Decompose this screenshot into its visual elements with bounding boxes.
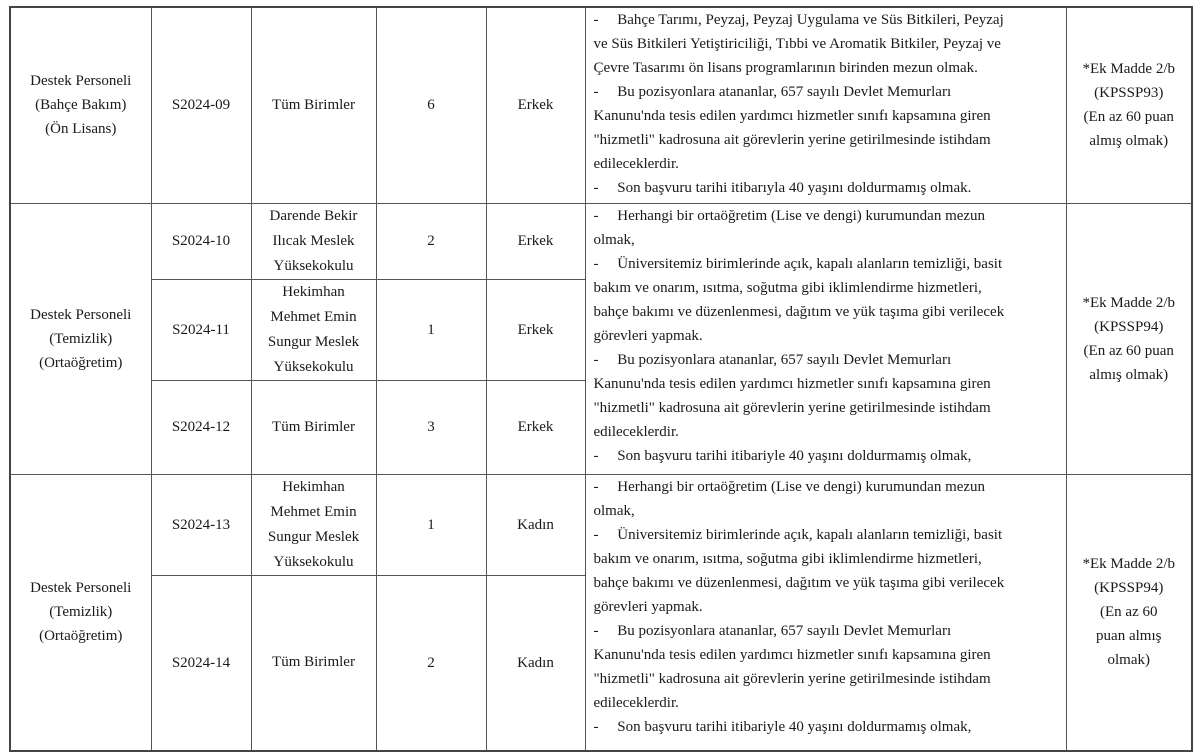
unit-cell [251, 380, 376, 474]
position-title-cell [10, 203, 151, 474]
cell-line: almış olmak) [1089, 366, 1169, 383]
table-body [10, 7, 1192, 751]
cell-line: Destek Personeli [30, 73, 132, 90]
cell-line: (Ön Lisans) [45, 121, 117, 138]
position-count-cell: 2 [376, 575, 486, 751]
position-title-cell [10, 474, 151, 751]
requirement-line: - Bu pozisyonlara atananlar, 657 sayılı Devlet Memurları [593, 622, 952, 639]
requirements-cell [585, 474, 1066, 751]
cell-line: Darende Bekir [269, 207, 358, 224]
cell-line: Sungur Meslek [267, 528, 360, 545]
gender-cell: Erkek [486, 380, 585, 474]
requirement-line: "hizmetli" kadrosuna ait görevlerin yerine getirilmesinde istihdam [593, 670, 991, 687]
requirement-line: Kanunu'nda tesis edilen yardımcı hizmetler sınıfı kapsamına giren [593, 375, 991, 392]
cell-line: Yüksekokulu [273, 358, 354, 375]
requirement-line: - Son başvuru tarihi itibarıyla 40 yaşını doldurmamış olmak. [593, 180, 972, 196]
requirement-line: - Üniversitemiz birimlerinde açık, kapalı alanların temizliği, basit [593, 526, 1003, 543]
position-code-cell: S2024-11 [151, 279, 251, 380]
cell-line: (Ortaöğretim) [39, 628, 123, 645]
requirement-line: - Herhangi bir ortaöğretim (Lise ve dengi) kurumundan mezun [593, 207, 986, 224]
cell-line: (KPSSP93) [1094, 85, 1164, 102]
position-count-cell: 2 [376, 203, 486, 279]
requirement-line: görevleri yapmak. [593, 327, 703, 344]
gender-cell: Kadın [486, 474, 585, 575]
unit-cell [251, 7, 376, 203]
requirement-line: "hizmetli" kadrosuna ait görevlerin yerine getirilmesinde istihdam [593, 399, 991, 416]
requirement-line: edileceklerdir. [593, 423, 679, 440]
position-code-cell: S2024-12 [151, 380, 251, 474]
cell-line: *Ek Madde 2/b [1082, 61, 1175, 78]
cell-line: (Bahçe Bakım) [35, 97, 127, 114]
position-code-cell: S2024-14 [151, 575, 251, 751]
cell-line: (En az 60 [1100, 604, 1158, 621]
job-positions-table [9, 6, 1193, 752]
cell-line: Destek Personeli [30, 306, 132, 323]
requirement-line: bakım ve onarım, ısıtma, soğutma gibi iklimlendirme hizmetleri, [593, 279, 982, 296]
requirement-line: - Bu pozisyonlara atananlar, 657 sayılı Devlet Memurları [593, 351, 952, 368]
cell-line: Sungur Meslek [267, 333, 360, 350]
cell-line: *Ek Madde 2/b [1082, 294, 1175, 311]
legal-article-cell [1066, 7, 1192, 203]
requirements-cell [585, 7, 1066, 203]
requirement-line: edileceklerdir. [593, 156, 679, 172]
requirement-line: - Son başvuru tarihi itibariyle 40 yaşını doldurmamış olmak, [593, 718, 972, 735]
requirement-line: - Herhangi bir ortaöğretim (Lise ve dengi) kurumundan mezun [593, 478, 986, 495]
cell-line: (Temizlik) [49, 330, 113, 347]
cell-line: (En az 60 puan [1083, 109, 1174, 126]
cell-line: Ilıcak Meslek [272, 232, 355, 249]
unit-cell [251, 203, 376, 279]
cell-line: Destek Personeli [30, 580, 132, 597]
cell-line: *Ek Madde 2/b [1082, 556, 1175, 573]
requirement-line: görevleri yapmak. [593, 598, 703, 615]
gender-cell: Erkek [486, 203, 585, 279]
cell-line: Tüm Birimler [272, 96, 355, 113]
gender-cell: Kadın [486, 575, 585, 751]
requirement-line: "hizmetli" kadrosuna ait görevlerin yerine getirilmesinde istihdam [593, 132, 991, 148]
legal-article-cell [1066, 203, 1192, 474]
cell-line: (Temizlik) [49, 604, 113, 621]
requirement-line: olmak, [593, 231, 635, 248]
requirement-line: bahçe bakımı ve düzenlenmesi, dağıtım ve yük taşıma gibi verilecek [593, 574, 1005, 591]
cell-line: Yüksekokulu [273, 553, 354, 570]
unit-cell [251, 279, 376, 380]
requirement-line: bahçe bakımı ve düzenlenmesi, dağıtım ve yük taşıma gibi verilecek [593, 303, 1005, 320]
gender-cell: Erkek [486, 7, 585, 203]
requirement-line: bakım ve onarım, ısıtma, soğutma gibi iklimlendirme hizmetleri, [593, 550, 982, 567]
cell-line: Hekimhan [282, 283, 345, 300]
table-row [10, 7, 1192, 203]
requirement-line: ve Süs Bitkileri Yetiştiriciliği, Tıbbi ve Aromatik Bitkiler, Peyzaj ve [593, 36, 1001, 52]
requirement-line: olmak, [593, 502, 635, 519]
cell-line: Hekimhan [282, 478, 345, 495]
cell-line: olmak) [1107, 652, 1150, 669]
cell-line: (En az 60 puan [1083, 342, 1174, 359]
cell-line: (KPSSP94) [1094, 318, 1164, 335]
requirements-cell [585, 203, 1066, 474]
table-row [10, 203, 1192, 279]
unit-cell [251, 474, 376, 575]
position-code-cell: S2024-10 [151, 203, 251, 279]
table-row [10, 474, 1192, 575]
cell-line: almış olmak) [1089, 133, 1169, 150]
cell-line: Tüm Birimler [272, 654, 355, 671]
position-code-cell: S2024-13 [151, 474, 251, 575]
position-title-cell [10, 7, 151, 203]
requirement-line: - Üniversitemiz birimlerinde açık, kapalı alanların temizliği, basit [593, 255, 1003, 272]
position-code-cell: S2024-09 [151, 7, 251, 203]
requirement-line: Kanunu'nda tesis edilen yardımcı hizmetler sınıfı kapsamına giren [593, 646, 991, 663]
position-count-cell: 1 [376, 474, 486, 575]
requirement-line: - Bahçe Tarımı, Peyzaj, Peyzaj Uygulama ve Süs Bitkileri, Peyzaj [593, 12, 1004, 28]
requirement-line: edileceklerdir. [593, 694, 679, 711]
cell-line: Mehmet Emin [270, 503, 357, 520]
cell-line: puan almış [1096, 628, 1162, 645]
requirement-line: Çevre Tasarımı ön lisans programlarının birinden mezun olmak. [593, 60, 978, 76]
requirement-line: Kanunu'nda tesis edilen yardımcı hizmetler sınıfı kapsamına giren [593, 108, 991, 124]
position-count-cell: 1 [376, 279, 486, 380]
cell-line: Yüksekokulu [273, 257, 354, 274]
cell-line: Tüm Birimler [272, 418, 355, 435]
legal-article-cell [1066, 474, 1192, 751]
requirement-line: - Son başvuru tarihi itibariyle 40 yaşını doldurmamış olmak, [593, 447, 972, 464]
cell-line: Mehmet Emin [270, 308, 357, 325]
requirement-line: - Bu pozisyonlara atananlar, 657 sayılı Devlet Memurları [593, 84, 952, 100]
position-count-cell: 3 [376, 380, 486, 474]
unit-cell [251, 575, 376, 751]
position-count-cell: 6 [376, 7, 486, 203]
cell-line: (Ortaöğretim) [39, 354, 123, 371]
cell-line: (KPSSP94) [1094, 580, 1164, 597]
gender-cell: Erkek [486, 279, 585, 380]
